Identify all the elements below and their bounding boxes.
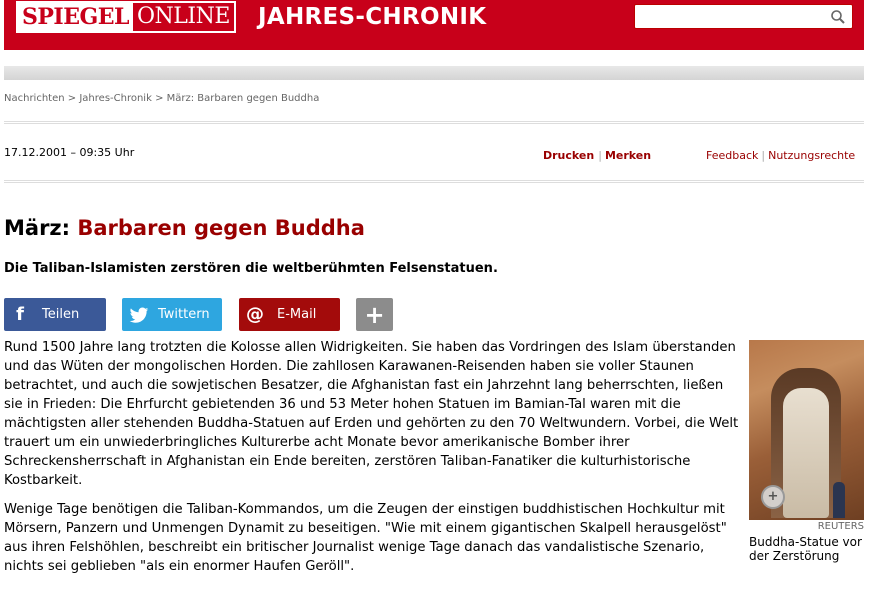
divider xyxy=(4,180,864,183)
separator: | xyxy=(598,149,602,162)
article-subtitle: Die Taliban-Islamisten zerstören die weltberühmten Felsenstatuen. xyxy=(4,261,498,276)
breadcrumb-separator: > xyxy=(67,93,77,104)
article-actions xyxy=(543,149,655,162)
search-icon[interactable] xyxy=(830,9,846,25)
spiegel-online-logo[interactable] xyxy=(16,1,236,33)
plus-icon: + xyxy=(364,300,385,329)
twitter-share-label: Twittern xyxy=(158,307,210,322)
facebook-icon: f xyxy=(16,304,24,325)
section-title[interactable]: JAHRES-CHRONIK xyxy=(258,4,487,30)
headline-kicker: März: xyxy=(4,216,71,240)
feedback-link[interactable]: Feedback xyxy=(706,149,759,162)
photo-caption: Buddha-Statue vor der Zerstörung xyxy=(749,535,862,563)
article-meta-links xyxy=(706,149,855,162)
breadcrumb-item-chronik[interactable]: Jahres-Chronik xyxy=(79,93,152,104)
nav-bar xyxy=(4,66,864,80)
article-figure xyxy=(749,340,864,563)
twitter-share-button[interactable] xyxy=(122,298,222,331)
email-share-label: E-Mail xyxy=(277,307,317,322)
publish-date: 17.12.2001 – 09:35 Uhr xyxy=(4,146,135,159)
article-paragraph: Rund 1500 Jahre lang trotzten die Kolosse allen Widrigkeiten. Sie haben das Vordringen des Islam überstanden und das Wüten der mongolischen Horden. Die zahllosen Karawanen-Reisenden haben sie voller Staunen betrachtet, und auch die sowjetischen Besatzer, die Afghanistan fast ein Jahrzehnt lang beherrschten, ließen sie in Frieden: Die Ehrfurcht gebietenden 36 und 53 Meter hohen Statuen im Bamian-Tal waren mit die mächtigsten aller stehenden Buddha-Statuen auf Erden und gehörten zu den 70 Weltwundern. Vorbei, die Welt trauert um ein unwiederbringliches Kulturerbe acht Monate bevor amerikanische Bomber ihrer Schreckensherrschaft in Afghanistan ein Ende bereiten, zerstören Taliban-Fanatiker die kulturhistorische Kostbarkeit. xyxy=(4,340,739,488)
search-input[interactable] xyxy=(639,5,824,27)
breadcrumb-item-current: März: Barbaren gegen Buddha xyxy=(166,93,320,104)
search-box[interactable] xyxy=(634,4,853,29)
separator: | xyxy=(761,149,766,162)
article-body xyxy=(4,338,740,586)
headline-title: Barbaren gegen Buddha xyxy=(77,216,365,240)
logo-spiegel-text: SPIEGEL xyxy=(18,3,133,31)
person-silhouette xyxy=(833,482,845,518)
bookmark-link[interactable]: Merken xyxy=(604,149,652,162)
more-share-button[interactable] xyxy=(356,298,393,331)
buddha-statue xyxy=(783,388,829,518)
rights-link[interactable]: Nutzungsrechte xyxy=(768,149,856,162)
page-title xyxy=(4,216,365,240)
site-header xyxy=(4,0,864,50)
email-share-button[interactable] xyxy=(239,298,340,331)
breadcrumb-item-news[interactable]: Nachrichten xyxy=(4,93,65,104)
zoom-icon[interactable]: + xyxy=(761,485,785,509)
print-link[interactable]: Drucken xyxy=(543,149,595,162)
email-icon: @ xyxy=(246,304,264,325)
photo-credit: REUTERS xyxy=(817,521,864,532)
twitter-icon xyxy=(128,304,150,326)
logo-online-text: ONLINE xyxy=(137,4,230,29)
article-paragraph: Wenige Tage benötigen die Taliban-Kommandos, um die Zeugen der einstigen buddhistischen Hochkultur mit Mörsern, Panzern und Unmengen Dynamit zu beseitigen. "Wie mit einem gigantischen Skalpell herausgelöst" aus ihren Felshöhlen, beschreibt ein britischer Journalist wenige Tage danach das vandalistische Szenario, nichts sei geblieben "als ein enormer Haufen Geröll". xyxy=(4,502,727,574)
buddha-photo[interactable] xyxy=(749,340,864,520)
breadcrumb xyxy=(4,93,319,104)
divider xyxy=(4,121,864,124)
facebook-share-label: Teilen xyxy=(42,307,80,322)
breadcrumb-separator: > xyxy=(155,93,164,104)
facebook-share-button[interactable] xyxy=(4,298,106,331)
